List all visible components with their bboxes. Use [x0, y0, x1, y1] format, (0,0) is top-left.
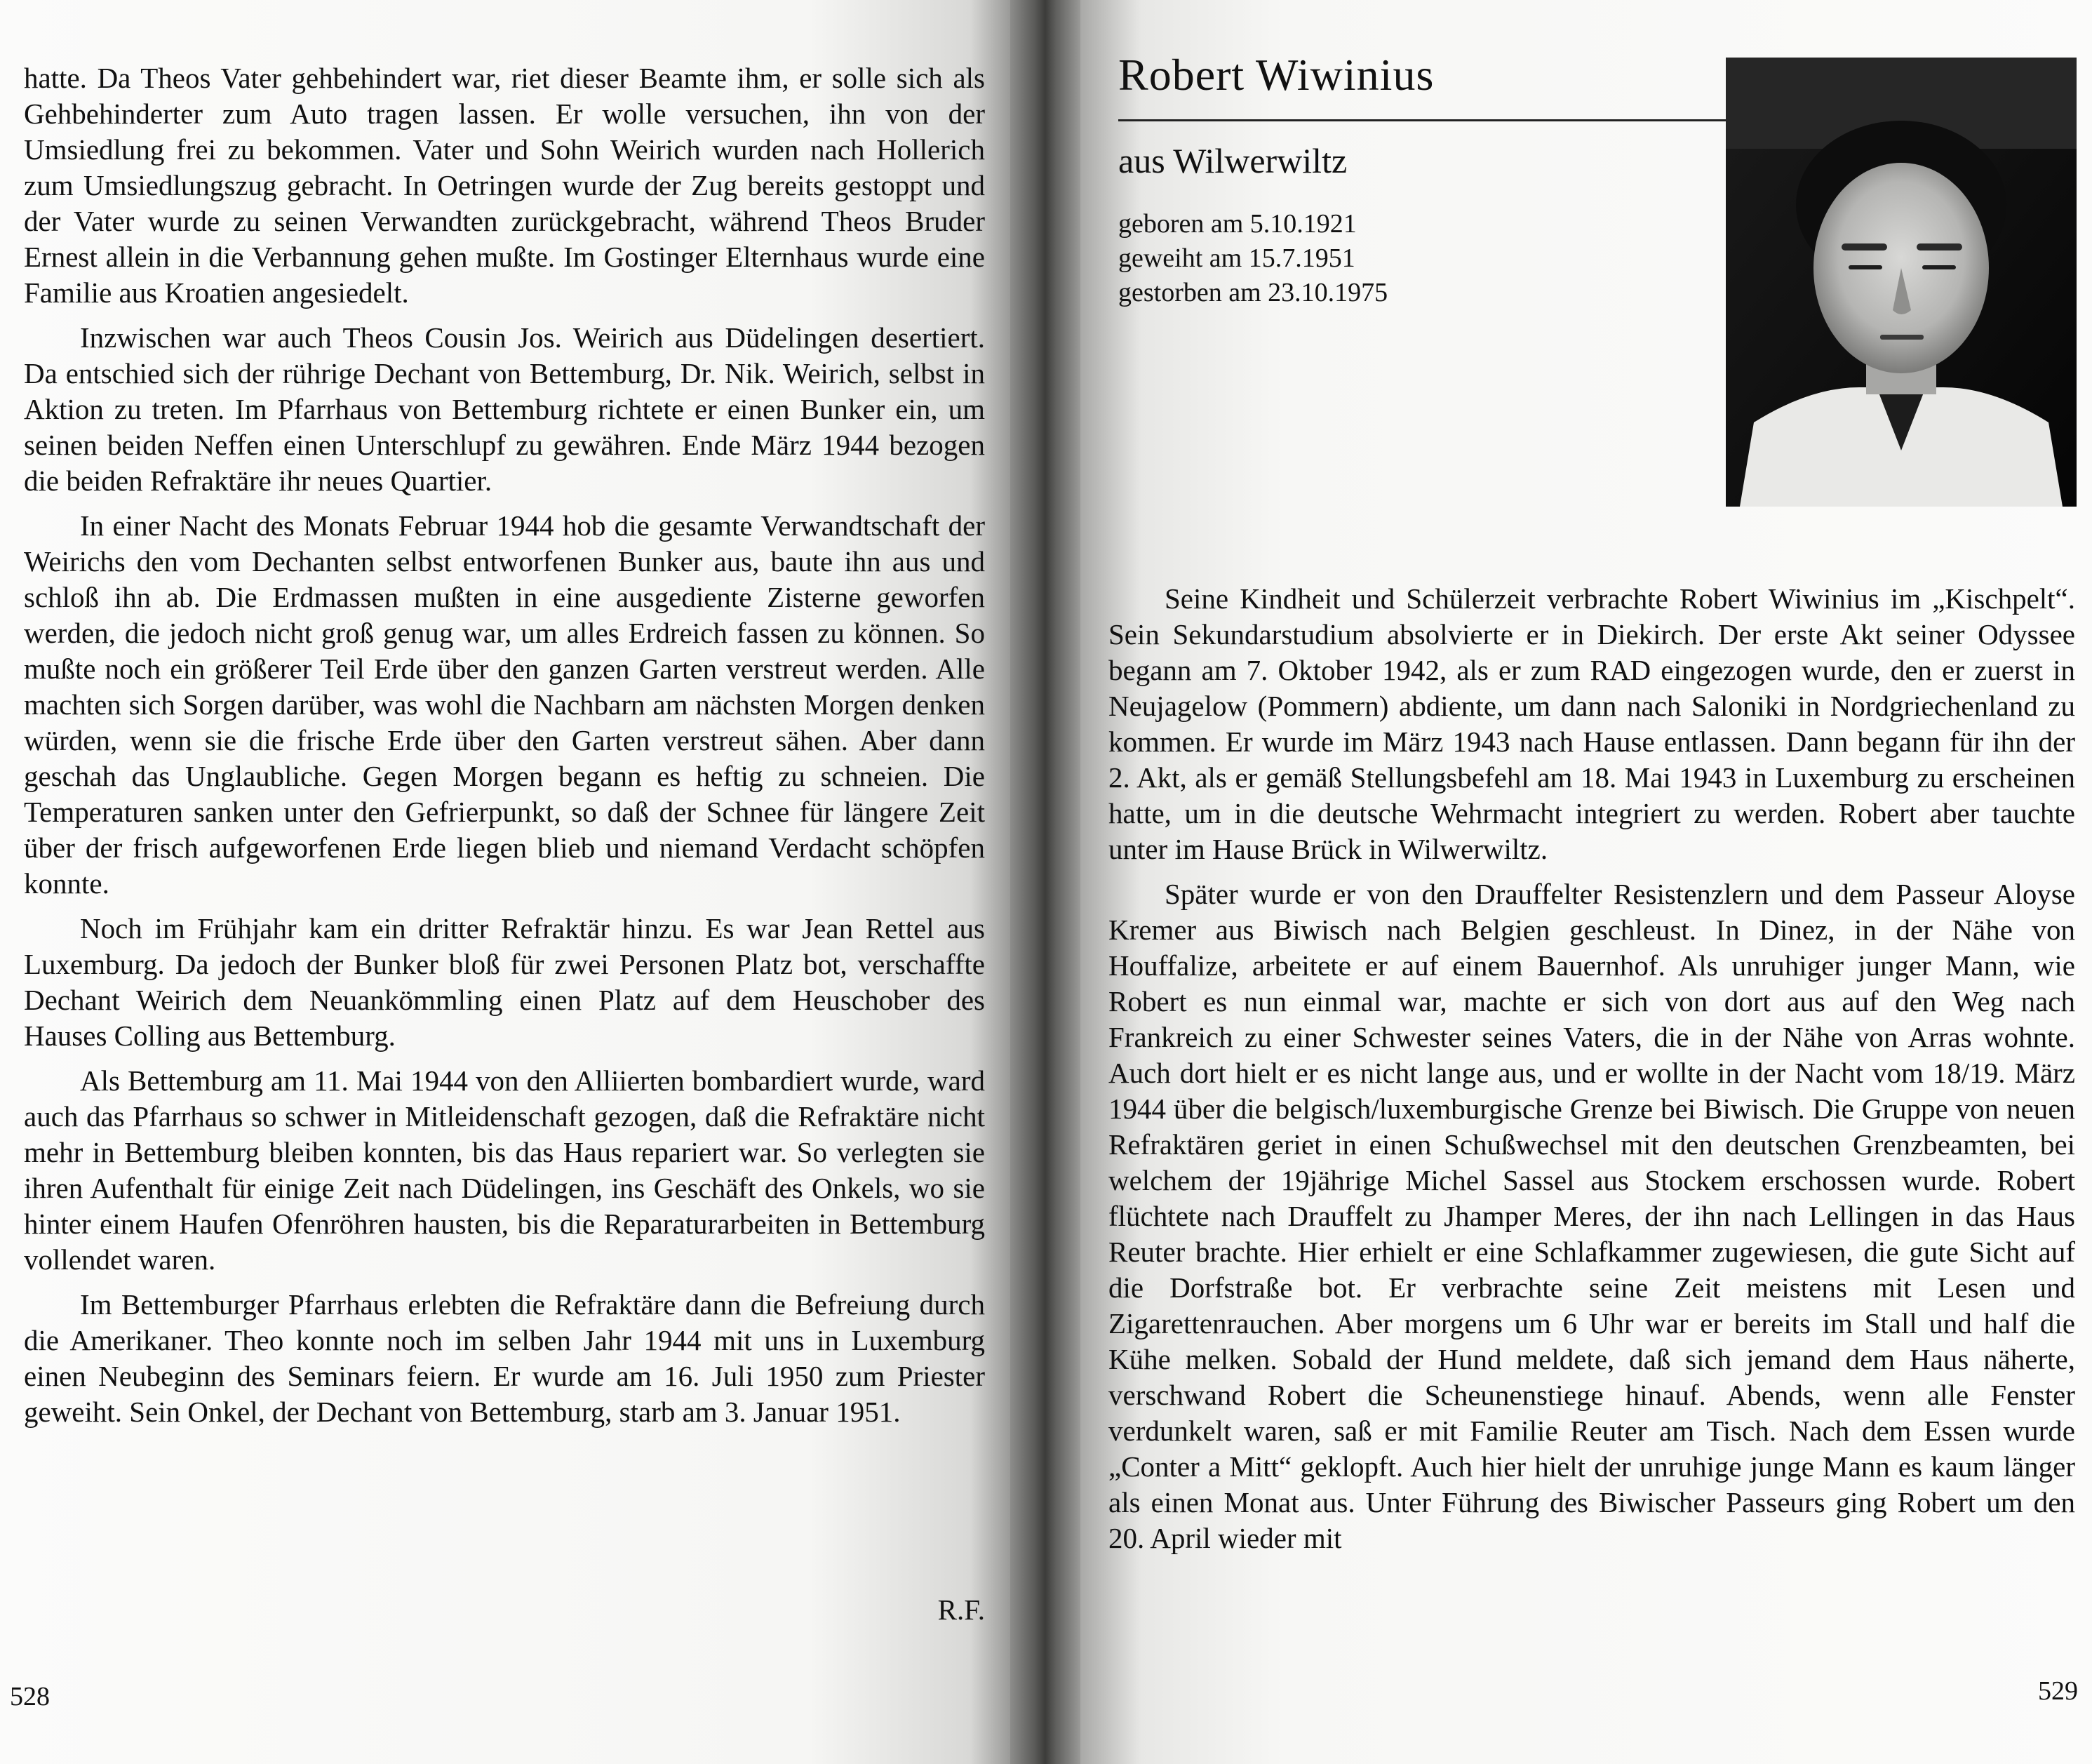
page-title: Robert Wiwinius — [1118, 50, 1435, 100]
paragraph: In einer Nacht des Monats Februar 1944 hob die gesamte Verwandtschaft der Weirichs den vom Dechanten selbst entworfenen Bunker aus, baute ihn aus und schloß ihn ab. Die Erdmassen mußten in eine ausgediente Zisterne geworfen werden, die jedoch nicht groß genug war, um alles Erdreich fassen zu können. So mußte noch ein größerer Teil Erde über den ganzen Garten verstreut werden. Alle machten sich Sorgen darüber, was wohl die Nachbarn am nächsten Morgen denken würden, wenn sie die frische Erde über den Garten verstreut sähen. Aber dann geschah das Unglaubliche. Gegen Morgen begann es heftig zu schneien. Die Temperaturen sanken unter den Gefrierpunkt, so daß der Schnee für längere Zeit über der frisch aufgeworfenen Erde liegen blieb und niemand Verdacht schöpfen konnte. — [24, 509, 985, 900]
right-page — [1080, 0, 2092, 1764]
paragraph: Seine Kindheit und Schülerzeit verbrachte Robert Wiwinius im „Kischpelt“. Sein Sekundarstudium absolvierte er in Diekirch. Der erste Akt seiner Odyssee begann am 7. Oktober 1942, als er zum RAD eingezogen wurde, den er zuerst in Neujagelow (Pommern) abdiente, um dann nach Saloniki in Nordgriechenland zu kommen. Er wurde im März 1943 nach Hause entlassen. Dann begann für ihn der 2. Akt, als er gemäß Stellungsbefehl am 18. Mai 1943 in Luxemburg zu erscheinen hatte, um in die deutsche Wehrmacht integriert zu werden. Robert aber tauchte unter im Hause Brück in Wilwerwiltz. — [1108, 582, 2075, 865]
paragraph: Als Bettemburg am 11. Mai 1944 von den Alliierten bombardiert wurde, ward auch das Pfarrhaus so schwer in Mitleidenschaft gezogen, daß die Refraktäre nicht mehr in Bettemburg bleiben konnten, bis das Haus repariert war. So verlegten sie ihren Aufenthalt für einige Zeit nach Düdelingen, ins Geschäft des Onkels, wo sie hinter einem Haufen Ofenröhren hausten, bis die Reparaturarbeiten in Bettemburg vollendet waren. — [24, 1064, 985, 1276]
paragraph: Im Bettemburger Pfarrhaus erlebten die Refraktäre dann die Befreiung durch die Amerikaner. Theo konnte noch im selben Jahr 1944 mit uns in Luxemburg einen Neubeginn des Seminars feiern. Er wurde am 16. Juli 1950 zum Priester geweiht. Sein Onkel, der Dechant von Bettemburg, starb am 3. Januar 1951. — [24, 1288, 985, 1428]
portrait-photo — [1726, 58, 2077, 507]
author-signature: R.F. — [937, 1593, 985, 1626]
death-date: gestorben am 23.10.1975 — [1118, 278, 1388, 307]
page-number-right: 529 — [2038, 1676, 2078, 1706]
title-divider — [1118, 119, 1729, 121]
left-page — [0, 0, 1010, 1764]
bio-dates — [1118, 207, 1388, 310]
right-page-text — [1108, 581, 2075, 1565]
page-number-left: 528 — [10, 1682, 50, 1711]
paragraph: Später wurde er von den Drauffelter Resistenzlern und dem Passeur Aloyse Kremer aus Biwisch nach Belgien geschleust. In Dinez, in der Nähe von Houffalize, arbeitete er auf einem Bauernhof. Als unruhiger junger Mann, wie Robert es nun einmal war, machte er sich von dort aus auf den Weg nach Frankreich zu einer Schwester seines Vaters, die in der Nähe von Arras wohnte. Auch dort hielt er es nicht lange aus, und er wollte in der Nacht vom 18/19. März 1944 über die belgisch/luxemburgische Grenze bei Biwisch. Die Gruppe von neuen Refraktären geriet in einen Schußwechsel mit den deutschen Grenzbeamten, bei welchem der 19jährige Michel Sassel aus Stockem erschossen wurde. Robert flüchtete nach Drauffelt zu Jhamper Meres, der ihn nach Lellingen in das Haus Reuter brachte. Hier erhielt er eine Schlafkammer zugewiesen, die gute Sicht auf die Dorfstraße bot. Er verbrachte seine Zeit meistens mit Lesen und Zigarettenrauchen. Aber morgens um 6 Uhr war er bereits im Stall und half die Kühe melken. Sobald der Hund meldete, daß sich jemand dem Haus näherte, verschwand Robert die Scheunenstiege hinauf. Abends, wenn alle Fenster verdunkelt waren, saß er mit Familie Reuter am Tisch. Nach dem Essen wurde „Conter a Mitt“ geklopft. Auch hier hielt der unruhige junge Mann es kaum länger als einen Monat aus. Unter Führung des Biwischer Passeurs ging Robert um den 20. April wieder mit — [1108, 878, 2075, 1554]
subtitle: aus Wilwerwiltz — [1118, 141, 1348, 180]
paragraph: Noch im Frühjahr kam ein dritter Refraktär hinzu. Es war Jean Rettel aus Luxemburg. Da jedoch der Bunker bloß für zwei Personen Platz bot, verschaffte Dechant Weirich dem Neuankömmling einen Platz auf dem Heuschober des Hauses Colling aus Bettemburg. — [24, 912, 985, 1052]
portrait-image — [1726, 58, 2077, 507]
paragraph: hatte. Da Theos Vater gehbehindert war, riet dieser Beamte ihm, er solle sich als Gehbehinderter zum Auto tragen lassen. Er wolle versuchen, ihn von der Umsiedlung frei zu bekommen. Vater und Sohn Weirich wurden nach Hollerich zum Umsiedlungszug gebracht. In Oetringen wurde der Zug bereits gestoppt und der Vater wurde zu seinen Verwandten zurückgebracht, während Theos Bruder Ernest allein in die Verbannung gehen mußte. Im Gostinger Elternhaus wurde eine Familie aus Kroatien angesiedelt. — [24, 62, 985, 309]
ordination-date: geweiht am 15.7.1951 — [1118, 243, 1355, 273]
birth-date: geboren am 5.10.1921 — [1118, 209, 1357, 239]
paragraph: Inzwischen war auch Theos Cousin Jos. Weirich aus Düdelingen desertiert. Da entschied sich der rührige Dechant von Bettemburg, Dr. Nik. Weirich, selbst in Aktion zu treten. Im Pfarrhaus von Bettemburg richtete er einen Bunker ein, um seinen beiden Neffen einen Unterschlupf zu gewähren. Ende März 1944 bezogen die beiden Refraktäre ihr neues Quartier. — [24, 321, 985, 497]
book-gutter — [1010, 0, 1080, 1764]
left-page-text — [24, 60, 985, 1439]
